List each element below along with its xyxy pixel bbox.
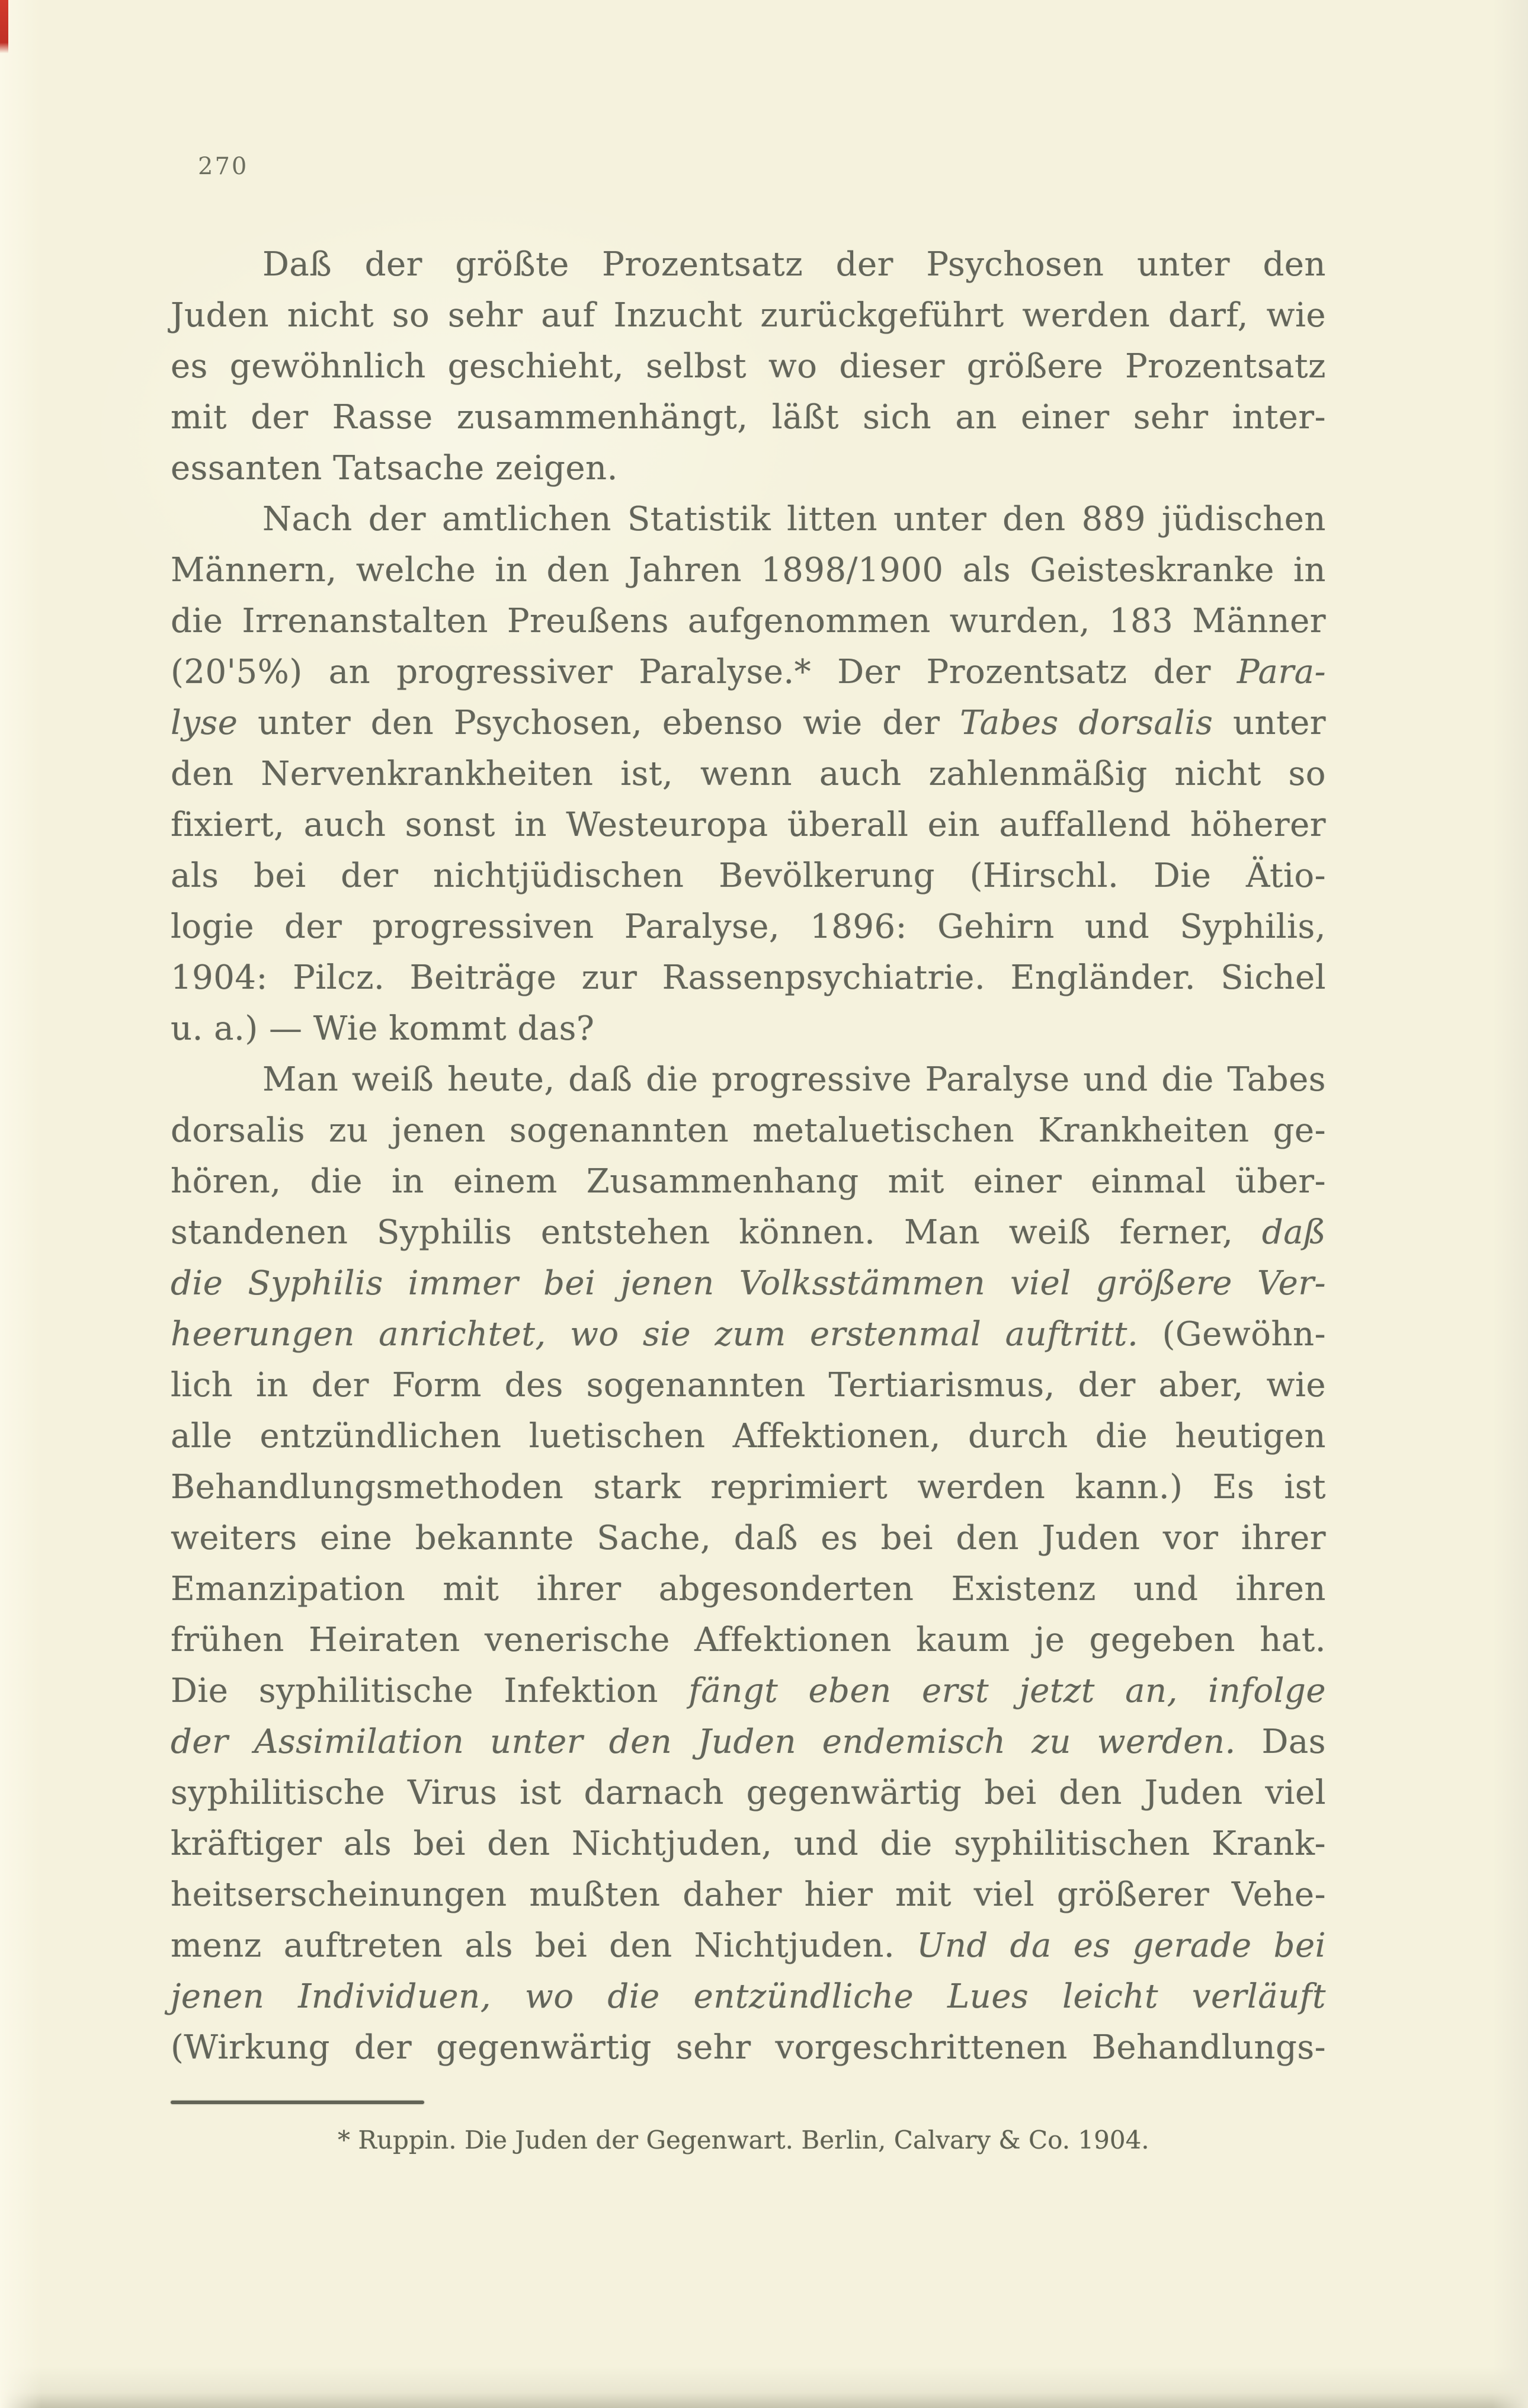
footnote-divider xyxy=(171,2101,424,2104)
body-text xyxy=(171,239,1326,2073)
text-line: Nach der amtlichen Statistik litten unter den 889 jüdischen xyxy=(262,500,1326,538)
text-line: standenen Syphilis entstehen können. Man weiß ferner, daß xyxy=(171,1213,1326,1252)
text-line: weiters eine bekannte Sache, daß es bei den Juden vor ihrer xyxy=(171,1519,1326,1557)
text-line: Man weiß heute, daß die progressive Paralyse und die Tabes xyxy=(262,1060,1326,1099)
text-line: syphilitische Virus ist darnach gegenwärtig bei den Juden viel xyxy=(171,1774,1326,1812)
text-line: als bei der nichtjüdischen Bevölkerung (Hirschl. Die Ätio- xyxy=(171,857,1326,895)
scan-edge-mark xyxy=(0,0,8,53)
text-line: fixiert, auch sonst in Westeuropa überall ein auffallend höherer xyxy=(171,806,1326,844)
text-line: logie der progressiven Paralyse, 1896: Gehirn und Syphilis, xyxy=(171,908,1326,946)
text-line: es gewöhnlich geschieht, selbst wo dieser größere Prozentsatz xyxy=(171,347,1326,386)
page-number: 270 xyxy=(198,153,249,180)
text-line: den Nervenkrankheiten ist, wenn auch zahlenmäßig nicht so xyxy=(171,755,1326,793)
text-line: lyse unter den Psychosen, ebenso wie der Tabes dorsalis unter xyxy=(171,704,1326,742)
text-line: die Irrenanstalten Preußens aufgenommen wurden, 183 Männer xyxy=(171,602,1326,640)
text-line: die Syphilis immer bei jenen Volksstämmen viel größere Ver- xyxy=(171,1264,1326,1303)
text-line: jenen Individuen, wo die entzündliche Lues leicht verläuft xyxy=(171,1977,1326,2016)
text-line: kräftiger als bei den Nichtjuden, und die syphilitischen Krank- xyxy=(171,1825,1326,1863)
text-line: mit der Rasse zusammenhängt, läßt sich an einer sehr inter- xyxy=(171,398,1326,437)
text-line: heerungen anrichtet, wo sie zum erstenmal auftritt. (Gewöhn- xyxy=(171,1315,1326,1354)
text-line: der Assimilation unter den Juden endemisch zu werden. Das xyxy=(171,1723,1326,1761)
text-line: Behandlungsmethoden stark reprimiert werden kann.) Es ist xyxy=(171,1468,1326,1506)
text-line: essanten Tatsache zeigen. xyxy=(171,449,618,488)
text-line: 1904: Pilcz. Beiträge zur Rassenpsychiatrie. Engländer. Sichel xyxy=(171,958,1326,997)
text-line: Juden nicht so sehr auf Inzucht zurückgeführt werden darf, wie xyxy=(171,296,1326,335)
text-line: Die syphilitische Infektion fängt eben erst jetzt an, infolge xyxy=(171,1672,1326,1710)
text-line: u. a.) — Wie kommt das? xyxy=(171,1009,595,1048)
text-line: heitserscheinungen mußten daher hier mit viel größerer Vehe- xyxy=(171,1875,1326,1914)
text-line: menz auftreten als bei den Nichtjuden. Und da es gerade bei xyxy=(171,1926,1326,1965)
text-line: dorsalis zu jenen sogenannten metaluetischen Krankheiten ge- xyxy=(171,1111,1326,1150)
text-line: Emanzipation mit ihrer abgesonderten Existenz und ihren xyxy=(171,1570,1326,1608)
footnote-text: * Ruppin. Die Juden der Gegenwart. Berlin, Calvary & Co. 1904. xyxy=(338,2125,1149,2154)
text-line: alle entzündlichen luetischen Affektionen, durch die heutigen xyxy=(171,1417,1326,1455)
text-line: lich in der Form des sogenannten Tertiarismus, der aber, wie xyxy=(171,1366,1326,1405)
text-line: (20'5%) an progressiver Paralyse.* Der Prozentsatz der Para- xyxy=(171,653,1326,691)
text-line: hören, die in einem Zusammenhang mit einer einmal über- xyxy=(171,1162,1326,1201)
text-line: Männern, welche in den Jahren 1898/1900 als Geisteskranke in xyxy=(171,551,1326,589)
text-line: Daß der größte Prozentsatz der Psychosen unter den xyxy=(262,245,1326,284)
text-line: frühen Heiraten venerische Affektionen kaum je gegeben hat. xyxy=(171,1621,1326,1659)
text-line: (Wirkung der gegenwärtig sehr vorgeschrittenen Behandlungs- xyxy=(171,2028,1326,2067)
